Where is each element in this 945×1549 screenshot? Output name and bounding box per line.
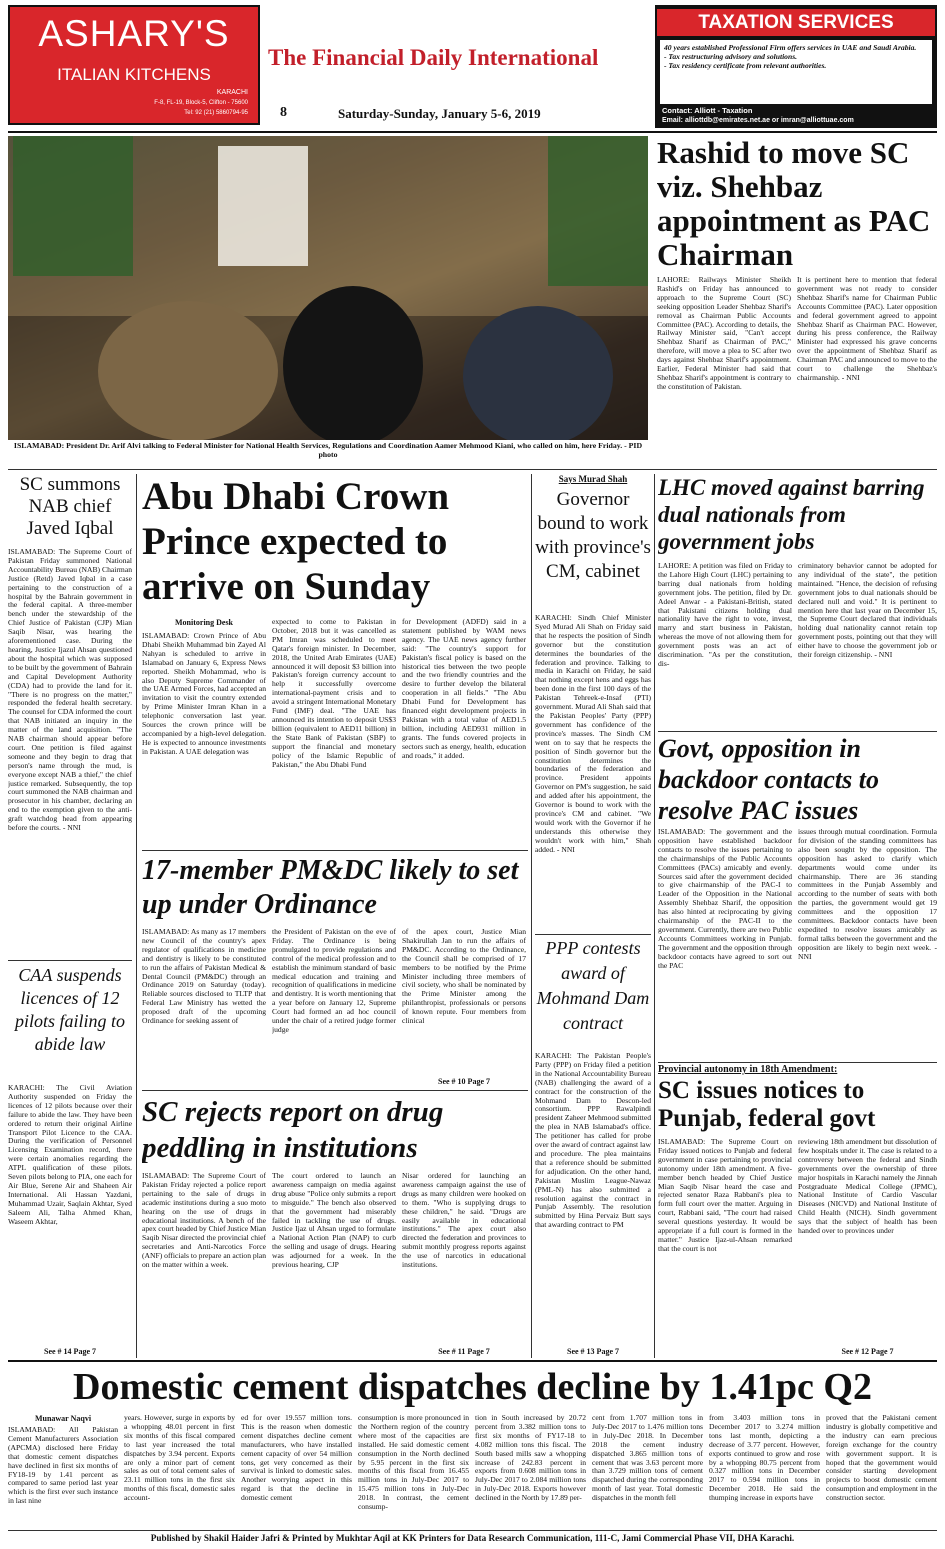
lhc-col1: LAHORE: A petition was filed on Friday to the Lahore High Court (LHC) pertaining to barring dual nationals from holding government jobs. The petition, filed by Dr. Adeel Anwar - a Pakistani-British, stated that Pakistani citizens holding dual nationality have the right to vote, invest, marry and start business in Pakistan, whereas the move of not allowing them for government posts was an act of discrimination. "As per the constitution, dis- bbox=[658, 562, 792, 668]
lhc-col2: criminatory behavior cannot be adopted for any individual of the state", the petition maintained. "Hence, the decision of refusing government jobs to dual nationals should be declared null and void." It is pertinent to mention here that last year on December 15, the Supreme Court declared that individuals holding dual nationality cannot retain top government posts, pointing out that they will either have to choose the government job or their foreign citizenship. - NNI bbox=[798, 562, 937, 660]
ad-taxation-line3: - Tax residency certificate from relevant authorities. bbox=[664, 61, 827, 70]
ad-taxation[interactable] bbox=[655, 5, 937, 128]
ad-taxation-email: Email: alliottdb@emirates.net.ae or imran@alliottuae.com bbox=[662, 117, 854, 124]
masthead-title: The Financial Daily International bbox=[268, 45, 599, 70]
ad-ashary-tel: Tel: 92 (21) 5860794-95 bbox=[184, 110, 248, 116]
punjab-col2: reviewing 18th amendment but dissolution of few hospitals under it. The case is related to a controversy between the federal and Sindh governments over the ownership of three major hospitals in Karachi namely the Jinnah Postgraduate Medical College (JPMC), National Institute of Cardio Vascular Diseases (NICVD) and National Institute of Child Health (NICH). Sindh government says that the subject of health has been handed over to provinces under bbox=[798, 1138, 937, 1236]
ad-ashary[interactable] bbox=[8, 5, 260, 125]
ad-taxation-box bbox=[660, 40, 932, 104]
abudhabi-col1: ISLAMABAD: Crown Prince of Abu Dhabi Sheikh Muhammad bin Zayed Al Nahyan is scheduled to arrive in Islamabad on January 6, Express News reported. Sheikh Mohammad, who is also Deputy Supreme Commander of the UAE Armed Forces, had accepted an invitation to visit the country extended by Prime Minister Imran Khan in a telephonic conversation last year. Sources the crown prince will be accompanied by a high-level delegation. He is expected to announce investments in Pakistan. A UAE delegation was bbox=[142, 632, 266, 756]
nab-headline: SC summons NAB chief Javed Iqbal bbox=[19, 474, 121, 539]
rashid-col1: LAHORE: Railways Minister Sheikh Rashid's on Friday has announced to approach to the Supreme Court (SC) seeking opposition Leader Shehbaz Sharif's removal as Chairman Public Accounts Committee (PAC). According to details, the Railway Minister said, "Can't accept Shehbaz Sharif as Chairman of PAC," therefore, will move a plea to SC after two days against Shehbaz Sharif's appointment. Earlier, Federal Minister had said that Shehbaz Sharif's appointment is contrary to the constitution of Pakistan. bbox=[657, 276, 791, 391]
abudhabi-col2: expected to come to Pakistan in October, 2018 but it was cancelled as PM Imran was scheduled to meet Qatar's foreign minister. In December, 2018, the United Arab Emirates (UAE) announced it will deposit $3 billion into Pakistan's foreign currency account to help it successfully overcome international-payment crisis and to avoid a stringent International Monetary Fund (IMF) deal. "The UAE has announced its intention to deposit US$3 billion (equivalent to AED11 billion) in the State Bank of Pakistan (SBP) to support the financial and monetary policy of the Islamic Republic of Pakistan," the Abu Dhabi Fund bbox=[272, 618, 396, 769]
caa-see[interactable]: See # 14 Page 7 bbox=[44, 1347, 96, 1356]
govt-col1: ISLAMABAD: The government and the opposition have established backdoor contacts to resolve the issues pertaining to the chairmanships of the Public Accounts Committees (PACs) amicably and evenly. Sources said after the government decided to give chairmanship of the PAC-I to Leader of the Opposition in the National Assembly Shehbaz Sharif, the opposition has also hinted at reciprocating by giving chairmanship of the PAC-II to the government. Currently, there are two Public Accounts Committees working in Punjab. The government and the opposition through backdoor contacts have agreed to sort out the PAC bbox=[658, 828, 792, 970]
front-photo bbox=[8, 136, 648, 440]
ppp-see[interactable]: See # 13 Page 7 bbox=[567, 1347, 619, 1356]
lhc-headline: LHC moved against barring dual nationals from government jobs bbox=[658, 475, 925, 554]
cement-col: ed for over 19.557 million tons. This is the reason when domestic cement dispatches decline cement manufacturers, who have installed cement capacity of over 54 million tons, get very concerned as their survival is linked to domestic sales. Another worrying aspect in this regard is that the decline in domestic cement bbox=[241, 1414, 352, 1503]
cement-col: cent from 1.707 million tons in July-Dec 2017 to 1.476 million tons in July-Dec 2018. In December 2018 the cement industry dispatched 3.865 million tons of cement that was 3.63 percent more than 3.729 million tons of cement dispatched during the corresponding month of last year. Total domestic dispatches in the month fell bbox=[592, 1414, 703, 1503]
cement-col: proved that the Pakistani cement industry is globally competitive and the industry can earn precious foreign exchange for the country with government support. It is hoped that the government would consider starting development projects to boost domestic cement consumption and employment in the construction sector. bbox=[826, 1414, 937, 1503]
punjab-headline: SC issues notices to Punjab, federal govt bbox=[658, 1077, 876, 1132]
drug-headline: SC rejects report on drug peddling in institutions bbox=[142, 1096, 444, 1164]
ad-ashary-sub: ITALIAN KITCHENS bbox=[57, 65, 211, 84]
abudhabi-col3: for Development (ADFD) said in a statement published by WAM news agency. The UAE news agency further said: "The country's support for Pakistan's fiscal policy is based on the historical ties between the two people and the two friendly countries and the desire to further develop the bilateral cooperation in all fields." "The Abu Dhabi Fund for Development has financed eight development projects in Pakistan with a total value of AED1.5 billion, including AED931 million in grants. The funds covered projects in sectors such as energy, health, education and roads," it added. bbox=[402, 618, 526, 760]
page-number: 8 bbox=[280, 105, 287, 120]
ad-ashary-city: KARACHI bbox=[216, 89, 248, 96]
rashid-col2: It is pertinent here to mention that federal government was not ready to consider Shehbaz Sharif's name for Chairman Public Accounts Committee (PAC). Later opposition and federal government agreed to appoint Shehbaz Sharif as Chairman PAC. However, during his press conference, the Railway Minister had expressed his grave concerns over the appointment of Shehbaz Sharif as Chairman PAC and announced to move to the court to challenge the Shehbaz's chairmanship. - NNI bbox=[797, 276, 937, 382]
ad-taxation-line1: 40 years established Professional Firm offers services in UAE and Saudi Arabia. bbox=[664, 43, 917, 52]
murad-body: KARACHI: Sindh Chief Minister Syed Murad Ali Shah on Friday said that he respects the position of Sindh governor but the constitution determines the boundaries of the federation and province. Talking to media in Karachi on Friday, he said that nothing except hens and eggs has been done in the first 100 days of the Pakistan Tehreek-e-Insaf (PTI) government. Murad Ali Shah said that the Pakistan Peoples' Party (PPP) government has confidence of the province's masses. The Sindh CM went on to say that he respects the position of Sindh governor but the constitution determines the boundaries of the federation and province. President appoints Governor on PM's suggestion, he said and added after his appointment, the Governor is bound to work with the province's CM and cabinet. "We would work with the Governor if he understands this otherwise they wouldn't work with him," Shah added. - NNI bbox=[535, 614, 651, 854]
punjab-kicker: Provincial autonomy in 18th Amendment: bbox=[658, 1064, 838, 1075]
ppp-headline: PPP contests award of Mohmand Dam contract bbox=[536, 938, 650, 1033]
masthead bbox=[262, 5, 650, 125]
ad-taxation-title: TAXATION SERVICES bbox=[657, 9, 935, 36]
govt-headline: Govt, opposition in backdoor contacts to resolve PAC issues bbox=[658, 734, 879, 825]
caa-headline: CAA suspends licences of 12 pilots failing to abide law bbox=[14, 965, 125, 1054]
cement-byline: Munawar Naqvi bbox=[34, 1414, 92, 1423]
photo-scene bbox=[8, 136, 648, 440]
cement-col: consumption is more pronounced in the Northern region of the country where most of the capacities are installed. He said domestic cement consumption in the North declined by 5.95 percent in the first six months of this fiscal from 16.455 million tons in July-Dec 2017 to 15.475 million tons in July-Dec 2018. In contrast, the cement consump- bbox=[358, 1414, 469, 1512]
photo-caption: ISLAMABAD: President Dr. Arif Alvi talking to Federal Minister for National Health Services, Regulations and Coordination Aamer Mehmood Kiani, who called on him, here Friday. - PID photo bbox=[13, 441, 643, 459]
caa-body: KARACHI: The Civil Aviation Authority suspended on Friday the licences of 12 pilots because over their failure to abide the law. They have been ordered to return their original Airline Transport Pilot Licence to the CAA. During the verification of Personnel Licensing Examination record, there were certain anomalies regarding the ATPL qualification of these pilots. Seven pilots belong to PIA, one each for Air Blue, Serene Air and Shaheen Air International. Ali Hassan Yazdani, Muhammad Uzair, Saqlain Akhtar, Syed Saleem Ali, Talha Ahmed Khan, Waseem Akhtar, bbox=[8, 1084, 132, 1226]
pmdc-col3: of the apex court, Justice Mian Shakirullah Jan to run the affairs of PM&DC. According to the Ordinance, the Council shall be comprised of 17 members to be notified by the Prime Minister including three members of civil society, who shall be nominated by the Prime Minister among the philanthropist, professionals or persons of known repute. Four members from clinical bbox=[402, 928, 526, 1026]
govt-col2: issues through mutual coordination. Formula for division of the standing committees has also been sought by the opposition. The opposition has asked to clarify which departments would come under its chairmanship. There are 36 standing committees in the Punjab Assembly and according to the number of seats with both the parties, the government would get 19 committees and the opposition 17 committees. Backdoor contacts have been expedited to resolve issues amicably as formal talks between the government and the opposition are likely to begin next week. - NNI bbox=[798, 828, 937, 961]
ad-taxation-line2: - Tax restructuring advisory and solutions. bbox=[664, 52, 798, 61]
drug-col2: The court ordered to launch an awareness campaign on media against drug abuse "Police only submits a report to misguide." The bench also observed that the government had miserably failed in tackling the use of drugs. Justice Ijaz ul Ahsan urged to formulate a National Action Plan (NAP) to curb the selling and usage of drugs. Hearing was adjourned for a week. In the previous hearing, CJP bbox=[272, 1172, 396, 1270]
cement-col: years. However, surge in exports by a whopping 48.01 percent in first six months of this fiscal compared to last year increased the total dispatches by 3.94 percent. Exports are only a minor part of cement sales as out of total cement sales of 23.11 million tons in the first six months of this fiscal, domestic sales account- bbox=[124, 1414, 235, 1503]
murad-headline: Governor bound to work with province's CM, cabinet bbox=[535, 489, 651, 582]
cement-headline: Domestic cement dispatches decline by 1.41pc Q2 bbox=[73, 1366, 872, 1408]
nab-body: ISLAMABAD: The Supreme Court of Pakistan Friday summoned National Accountability Bureau (NAB) Chairman Justice (Retd) Javed Iqbal in a case pertaining to the construction of a hospital by the Bahrain government in the federal capital. A three-member bench under the stewardship of the Chief Justice of Pakistan (CJP) Mian Saqib Nisar, was hearing the aforementioned case. During the hearing, Justice Ijazul Ahsan questioned about the hospital which was supposed to be built by the government of Bahrain and Capital Development Authority (CDA) had to provide the land for it. "There is no progress on the matter," responded the federal health secretary. The counsel for CDA informed the court that NAB initiated an inquiry in the matter of the land acquisition. "The NAB chairman should appear before court. One petition is filed against someone and they begin to drag that person's name through the mud, is everyone except NAB a thief," the chief justice remarked. Subsequently, the top court summoned the NAB chairman and prosecutor in his chamber, declaring an end to the exemption given to the anti-graft watchdog head from appearing before the courts. - NNI bbox=[8, 548, 132, 833]
ad-taxation-contact: Contact: Alliott - Taxation bbox=[662, 106, 753, 115]
ad-ashary-address: F-8, FL-19, Block-5, Clifton - 75600 bbox=[154, 100, 248, 106]
murad-kicker: Says Murad Shah bbox=[558, 474, 628, 484]
cement-col: from 3.403 million tons in December 2017 to 3.274 million tons last month, depicting a decrease of 3.77 percent. However, exports continued to grow and rose by a whopping 80.75 percent from 0.327 million tons in December 2017 to 0.594 million tons in December 2018. He said the thumping increase in exports have bbox=[709, 1414, 820, 1503]
pmdc-col2: the President of Pakistan on the eve of Friday. The Ordinance is being promulgated to provide regulations and control of the medical profession and to establish the minimum standard of basic medical education and training and recognition of qualifications in medicine and dentistry. It is worth mentioning that a year before on January 12, Supreme Court had formed an ad hoc council under the chair of a retired judge former judge bbox=[272, 928, 396, 1034]
cement-col: tion in South increased by 20.72 percent from 3.382 million tons to first six months of FY17-18 to 4.082 million tons this fiscal. The South based mills saw a whopping increase of 242.83 percent in exports from 0.608 million tons in July-Dec 2017 to 2.084 million tons in July-Dec 2018. Exports however declined in the North by 17.89 per- bbox=[475, 1414, 586, 1503]
ad-ashary-brand: ASHARY'S bbox=[38, 13, 230, 54]
cement-columns bbox=[8, 1414, 937, 1528]
cement-col: ISLAMABAD: All Pakistan Cement Manufacturers Association (APCMA) disclosed here Friday that domestic cement dispatches have declined in first six months of FY18-19 by 1.41 percent as compared to same period last year which is the first ever such instance in last nine bbox=[8, 1426, 118, 1506]
drug-col1: ISLAMABAD: The Supreme Court of Pakistan Friday rejected a police report pertaining to the sale of drugs in academic institutions during a suo moto hearing on the use of drugs in educational institutions. A bench of the apex court headed by Chief Justice Mian Saqib Nisar directed the provincial chief secretaries and Anti-Narcotics Force (ANF) officials to prepare an action plan on the matter within a week. bbox=[142, 1172, 266, 1270]
abudhabi-headline: Abu Dhabi Crown Prince expected to arrive on Sunday bbox=[142, 475, 450, 608]
masthead-date: Saturday-Sunday, January 5-6, 2019 bbox=[338, 106, 541, 121]
rashid-headline: Rashid to move SC viz. Shehbaz appointment as PAC Chairman bbox=[657, 136, 931, 272]
drug-see[interactable]: See # 11 Page 7 bbox=[438, 1347, 490, 1356]
abudhabi-byline: Monitoring Desk bbox=[175, 618, 233, 627]
pmdc-headline: 17-member PM&DC likely to set up under Ordinance bbox=[142, 855, 519, 920]
pmdc-see[interactable]: See # 10 Page 7 bbox=[438, 1077, 490, 1086]
ppp-body: KARACHI: The Pakistan People's Party (PPP) on Friday filed a petition in the National Accountability Bureau (NAB) challenging the award of a contract for the construction of the Mohmand Dam to Descon-led consortium. PPP Rawalpindi president Zaheer Mehmood submitted the plea in NAB Islamabad's office. The petitioner has called for probe over the award of contract against law and procedure. The plea maintains that a reference should be submitted for adjudication. On the other hand, Pakistan Muslim League-Nawaz (PML-N) has also submitted a resolution against the contract in Punjab Assembly. The resolution submitted by Hina Pervaiz Butt says that awarding contract to PM bbox=[535, 1052, 651, 1230]
punjab-col1: ISLAMABAD: The Supreme Court on Friday issued notices to Punjab and federal government in case pertaining to provincial autonomy under 18th amendment. A five-member bench headed by Chief Justice Mian Saqib Nisar heard the case and rejected senator Raza Rabbani's plea to form full court over the matter. Arguing in court, Rabbani said, "The court had raised several questions yesterday. It would be appropriate if a full court is formed in the matter." Justice Ijaz-ul-Ahsan remarked that the court is not bbox=[658, 1138, 792, 1253]
pmdc-col1: ISLAMABAD: As many as 17 members new Council of the country's apex regulator of qualifications in medicine and dentistry is likely to be constituted to run the affairs of Pakistan Medical & Dental Council (PM&DC) through an Ordinance 2019 on Saturday (today). Reliable sources disclosed to TLTP that Federal Law Ministry has wetted the proposed draft of the upcoming Ordinance for seeking assent of bbox=[142, 928, 266, 1026]
drug-col3: Nisar ordered for launching an awareness campaign against the use of drugs as many children were hooked on to them. "Who is supplying drugs to these children," he said. "Drugs are easily available in educational institutions." The apex court also directed the federation and provinces to submit monthly progress reports against the use of narcotics in educational institutions. bbox=[402, 1172, 526, 1270]
footer-imprint: Published by Shakil Haider Jafri & Printed by Mukhtar Aqil at KK Printers for Data Research Communication, 111-C, Jami Commercial Phase VII, DHA Karachi. bbox=[150, 1533, 795, 1543]
punjab-see[interactable]: See # 12 Page 7 bbox=[841, 1347, 894, 1356]
